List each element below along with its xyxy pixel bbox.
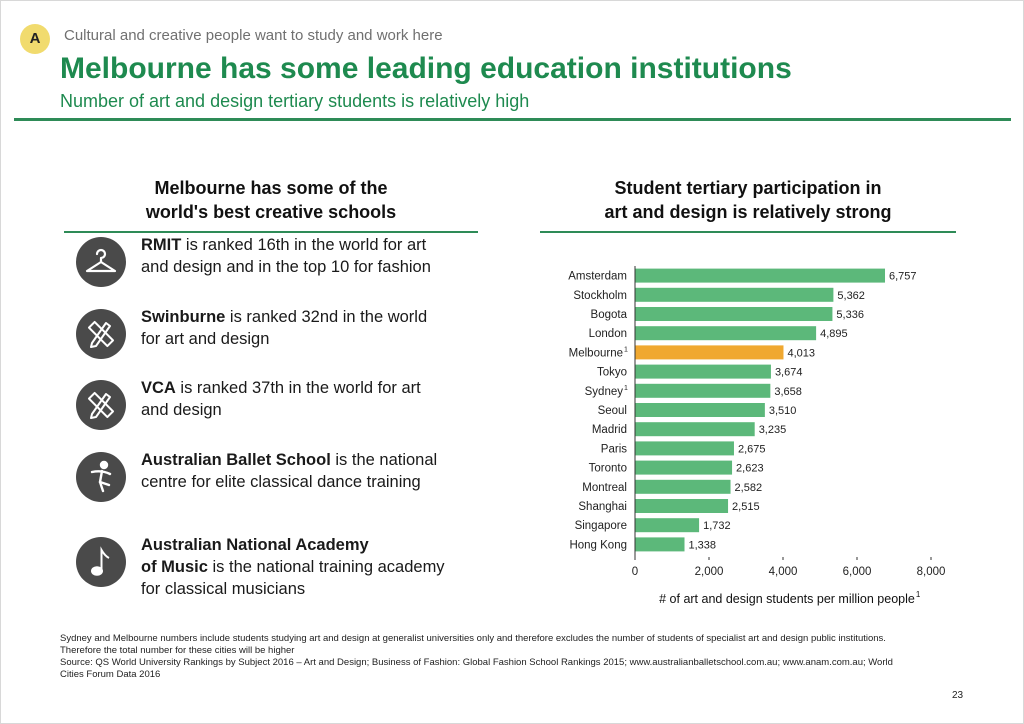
school-name: of Music <box>141 558 208 576</box>
school-name: VCA <box>141 379 176 397</box>
school-name: Swinburne <box>141 308 226 326</box>
bar <box>635 537 685 551</box>
bar <box>635 499 728 513</box>
section-kicker: Cultural and creative people want to study and work here <box>64 27 443 44</box>
school-vca-text <box>141 377 501 421</box>
category-label: Shanghai <box>578 501 627 513</box>
category-superscript: 1 <box>624 384 628 392</box>
bar <box>635 422 755 436</box>
value-label: 6,757 <box>889 270 917 283</box>
header-divider <box>14 118 1011 121</box>
value-label: 4,013 <box>787 347 816 360</box>
value-label: 3,658 <box>774 385 802 398</box>
bar <box>635 441 734 455</box>
value-label: 2,582 <box>734 481 763 494</box>
section-badge: A <box>20 24 50 54</box>
school-desc: is ranked 32nd in the world <box>225 308 428 326</box>
category-label: Bogota <box>590 309 627 321</box>
value-label: 3,235 <box>758 424 787 437</box>
school-desc: and design <box>141 401 222 419</box>
value-label: 1,338 <box>688 539 717 552</box>
x-tick-label: 0 <box>631 566 639 578</box>
school-name: Australian National Academy <box>141 536 369 554</box>
school-rmit <box>76 234 496 298</box>
school-rmit-text <box>141 234 501 278</box>
school-desc: and design and in the top 10 for fashion <box>141 258 431 276</box>
bar <box>635 461 732 475</box>
category-superscript: 1 <box>624 346 628 354</box>
bar <box>635 518 699 532</box>
x-tick-label: 4,000 <box>768 566 798 578</box>
category-label: Montreal <box>582 481 627 494</box>
category-label: Tokyo <box>596 366 627 379</box>
bar <box>635 307 832 321</box>
school-desc: for art and design <box>141 330 270 348</box>
school-desc: is the national <box>330 451 438 469</box>
category-label: Singapore <box>574 520 627 533</box>
pencil-ruler-icon <box>76 309 126 359</box>
bar <box>635 269 885 283</box>
left-column-divider <box>64 231 478 233</box>
school-desc: is the national training academy <box>207 558 445 576</box>
left-heading-line2: world's best creative schools <box>145 202 397 222</box>
bar <box>635 384 770 398</box>
x-axis-label-superscript: 1 <box>915 590 921 599</box>
value-label: 4,895 <box>820 328 848 341</box>
x-axis-label: # of art and design students per million people <box>659 592 915 606</box>
right-heading-line1: Student tertiary participation in <box>614 178 882 198</box>
x-tick-label: 6,000 <box>842 566 872 578</box>
category-label: Sydney <box>584 385 623 398</box>
bar <box>635 326 816 340</box>
school-anam-text <box>141 534 501 600</box>
value-label: 3,510 <box>768 405 797 417</box>
school-swinburne-text <box>141 306 501 350</box>
school-australian-ballet <box>76 449 496 513</box>
x-tick-label: 2,000 <box>694 566 724 578</box>
bar <box>635 288 833 302</box>
bar <box>635 365 771 379</box>
value-label: 5,336 <box>836 309 864 321</box>
category-label: Melbourne <box>568 347 623 360</box>
bar <box>635 480 731 494</box>
school-anam <box>76 534 496 598</box>
school-name: Australian Ballet School <box>141 451 331 469</box>
category-label: Seoul <box>597 405 627 417</box>
clothes-hanger-icon <box>76 237 126 287</box>
left-heading-line1: Melbourne has some of the <box>154 178 388 198</box>
category-label: Amsterdam <box>568 270 627 283</box>
value-label: 2,515 <box>732 501 760 513</box>
ballet-dancer-icon <box>76 452 126 502</box>
category-label: London <box>588 328 627 341</box>
student-participation-chart <box>530 258 970 616</box>
value-label: 5,362 <box>837 289 865 302</box>
x-tick-label: 8,000 <box>916 566 946 578</box>
page-number: 23 <box>952 690 964 701</box>
school-desc: centre for elite classical dance training <box>141 473 421 491</box>
category-label: Hong Kong <box>569 539 627 552</box>
school-australian-ballet-text <box>141 449 501 493</box>
school-desc: is ranked 37th in the world for art <box>175 379 421 397</box>
bar <box>635 345 783 359</box>
left-column-heading <box>64 176 478 224</box>
value-label: 3,674 <box>774 366 803 379</box>
footnote <box>60 633 980 681</box>
value-label: 2,623 <box>736 462 764 475</box>
school-swinburne <box>76 306 496 370</box>
category-label: Paris <box>600 443 627 456</box>
page-subtitle: Number of art and design tertiary students is relatively high <box>60 91 530 111</box>
school-vca <box>76 377 496 441</box>
right-column-heading <box>540 176 956 224</box>
school-desc: for classical musicians <box>141 580 306 598</box>
right-column-divider <box>540 231 956 233</box>
page-title: Melbourne has some leading education institutions <box>60 52 792 85</box>
category-label: Madrid <box>591 424 627 437</box>
footnote-source: Cities Forum Data 2016 <box>60 669 161 680</box>
footnote-line: Sydney and Melbourne numbers include students studying art and design at generalist universities only and therefore excludes the number of students of specialist art and design public institutions. <box>60 633 886 644</box>
school-desc: is ranked 16th in the world for art <box>181 236 427 254</box>
footnote-source: Source: QS World University Rankings by Subject 2016 – Art and Design; Business of Fashion: Global Fashion School Rankings 2015; www.australianballetschool.com.au; www.anam.com.au; World <box>60 657 893 668</box>
right-heading-line2: art and design is relatively strong <box>604 202 892 222</box>
bar <box>635 403 765 417</box>
category-label: Stockholm <box>573 289 627 302</box>
music-note-icon <box>76 537 126 587</box>
footnote-line: Therefore the total number for these cities will be higher <box>60 645 295 656</box>
category-label: Toronto <box>588 462 627 475</box>
value-label: 2,675 <box>737 443 766 456</box>
school-name: RMIT <box>141 236 182 254</box>
pencil-ruler-icon <box>76 380 126 430</box>
value-label: 1,732 <box>703 520 731 533</box>
